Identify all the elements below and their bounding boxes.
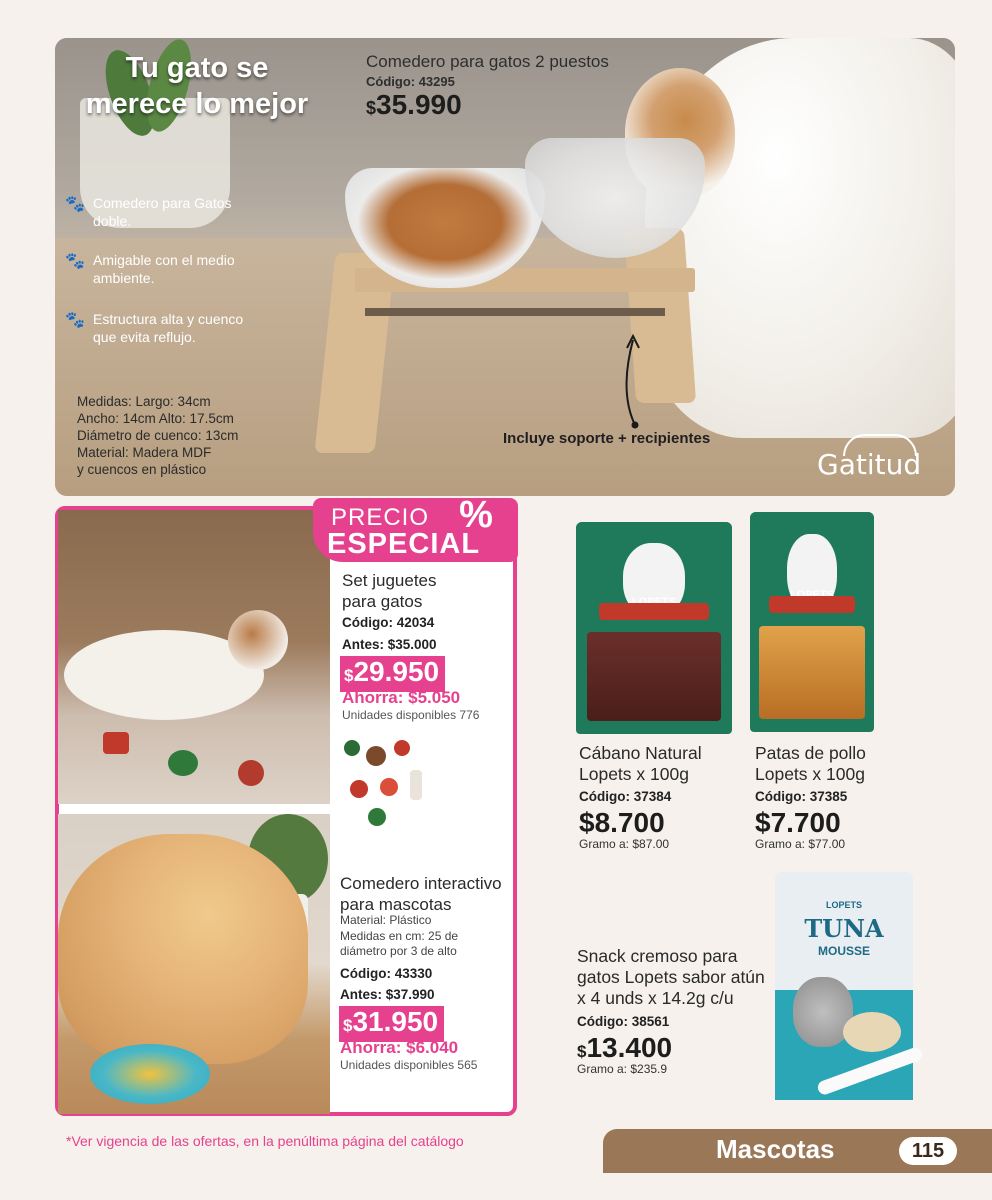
- validity-footnote: *Ver vigencia de las ofertas, en la penúltima página del catálogo: [66, 1133, 464, 1149]
- hero-headline-line2: merece lo mejor: [85, 88, 309, 120]
- hero-product-price: [366, 89, 462, 121]
- percent-icon: %: [459, 494, 493, 536]
- offer-savings: Ahorra: $5.050: [342, 688, 461, 707]
- snack-title: [755, 743, 866, 785]
- special-price-badge: [313, 494, 518, 562]
- toy-image: [238, 760, 264, 786]
- offer-units: Unidades disponibles 776: [342, 708, 480, 722]
- stand-bar-image: [365, 308, 665, 316]
- snack-title: [577, 946, 765, 1009]
- brand-name: Gatitud: [817, 448, 922, 481]
- offer-title-line2: para mascotas: [340, 895, 452, 914]
- snack-title: [579, 743, 702, 785]
- feature-bullet: [65, 251, 245, 287]
- offer-description-line: Medidas en cm: 25 de: [340, 928, 459, 943]
- toys-set-image: [340, 730, 450, 835]
- snack-price: $8.700: [579, 807, 665, 838]
- badge-line1: PRECIO: [331, 504, 430, 531]
- chicken-feet-content-image: [759, 626, 866, 718]
- offer-before-price: Antes: $35.000: [342, 637, 437, 652]
- snack-title-line1: Snack cremoso para: [577, 946, 738, 966]
- offer-title: [342, 570, 437, 612]
- toy-image: [103, 732, 129, 754]
- dog-feeder-photo: [58, 814, 330, 1114]
- offer-units: Unidades disponibles 565: [340, 1058, 478, 1072]
- snack-title-line1: Patas de pollo: [755, 743, 866, 763]
- snack-title-line1: Cábano Natural: [579, 743, 702, 763]
- includes-note: Incluye soporte + recipientes: [503, 430, 711, 447]
- feature-bullet: [65, 194, 245, 230]
- bag-subtitle-text: MOUSSE: [817, 944, 870, 958]
- price-value: 35.990: [376, 89, 462, 120]
- hero-product-name: Comedero para gatos 2 puestos: [366, 52, 609, 71]
- hero-product-code: Código: 43295: [366, 74, 455, 89]
- currency-symbol: $: [344, 666, 354, 685]
- badge-line2: ESPECIAL: [327, 528, 481, 560]
- offer-price: [339, 1006, 444, 1042]
- offer-code: Código: 43330: [340, 966, 433, 981]
- snack-gram-price: Gramo a: $235.9: [577, 1062, 668, 1076]
- snack-code: Código: 37385: [755, 789, 848, 804]
- dog-image: [58, 834, 308, 1064]
- price-value: 13.400: [586, 1032, 673, 1063]
- hero-banner: [55, 38, 955, 496]
- offer-description-line: diámetro por 3 de alto: [340, 944, 457, 958]
- bag-brand-text: LOPETS: [825, 900, 862, 910]
- offer-code: Código: 42034: [342, 615, 435, 630]
- snack-code: Código: 37384: [579, 789, 672, 804]
- bag-title-text: TUNA: [804, 914, 884, 943]
- offer-title: [340, 873, 502, 915]
- toy-image: [168, 750, 198, 776]
- offer-title-line2: para gatos: [342, 592, 423, 611]
- offer-savings: Ahorra: $6.040: [340, 1038, 459, 1057]
- category-footer: [603, 1129, 992, 1173]
- offer-description: [340, 913, 458, 960]
- gatitud-logo: [817, 448, 937, 488]
- snack-gram-price: Gramo a: $87.00: [579, 837, 670, 851]
- puzzle-feeder-image: [90, 1044, 210, 1104]
- bowl-illustration-image: [843, 1012, 901, 1052]
- feature-text: Amigable con el medio ambiente.: [93, 252, 235, 286]
- offer-before-price: Antes: $37.990: [340, 987, 435, 1002]
- snack-title-line2: gatos Lopets sabor atún: [577, 967, 765, 987]
- currency-symbol: $: [343, 1016, 353, 1035]
- feature-bullet: [65, 310, 245, 346]
- offer-title-line1: Comedero interactivo: [340, 874, 502, 893]
- cat-head-image: [228, 610, 288, 670]
- cat-logo-icon: [843, 434, 917, 456]
- arrow-icon: [615, 330, 655, 430]
- hero-headline: [67, 50, 327, 122]
- paw-icon: 🐾: [65, 312, 85, 329]
- price-value: 29.950: [353, 656, 440, 687]
- snack-price: $7.700: [755, 807, 841, 838]
- price-value: 31.950: [352, 1006, 439, 1037]
- snack-title-line3: x 4 unds x 14.2g c/u: [577, 988, 734, 1008]
- product-measures: Medidas: Largo: 34cm Ancho: 14cm Alto: 17.5cm Diámetro de cuenco: 13cm Material: Madera MDF y cuencos en plástico: [77, 394, 239, 477]
- hero-headline-line1: Tu gato se: [125, 52, 269, 84]
- offer-price: [340, 656, 445, 692]
- cabano-bag-image: [576, 522, 732, 734]
- cat-playing-photo: [58, 510, 330, 804]
- snack-title-line2: Lopets x 100g: [579, 764, 689, 784]
- snack-code: Código: 38561: [577, 1014, 670, 1029]
- feature-text: Comedero para Gatos doble.: [93, 195, 232, 229]
- offer-description-line: Material: Plástico: [340, 913, 432, 927]
- snack-title-line2: Lopets x 100g: [755, 764, 865, 784]
- offer-title-line1: Set juguetes: [342, 571, 437, 590]
- feature-text: Estructura alta y cuenco que evita reflujo.: [93, 311, 244, 345]
- cabano-content-image: [587, 632, 721, 721]
- paw-icon: 🐾: [65, 196, 85, 213]
- snack-gram-price: Gramo a: $77.00: [755, 837, 846, 851]
- paw-icon: 🐾: [65, 253, 85, 270]
- tuna-mousse-bag-image: [775, 872, 913, 1100]
- category-name: Mascotas: [716, 1134, 835, 1164]
- page-number: 115: [899, 1137, 957, 1165]
- patas-bag-image: [750, 512, 874, 732]
- currency-symbol: $: [366, 98, 377, 118]
- currency-symbol: $: [577, 1042, 587, 1061]
